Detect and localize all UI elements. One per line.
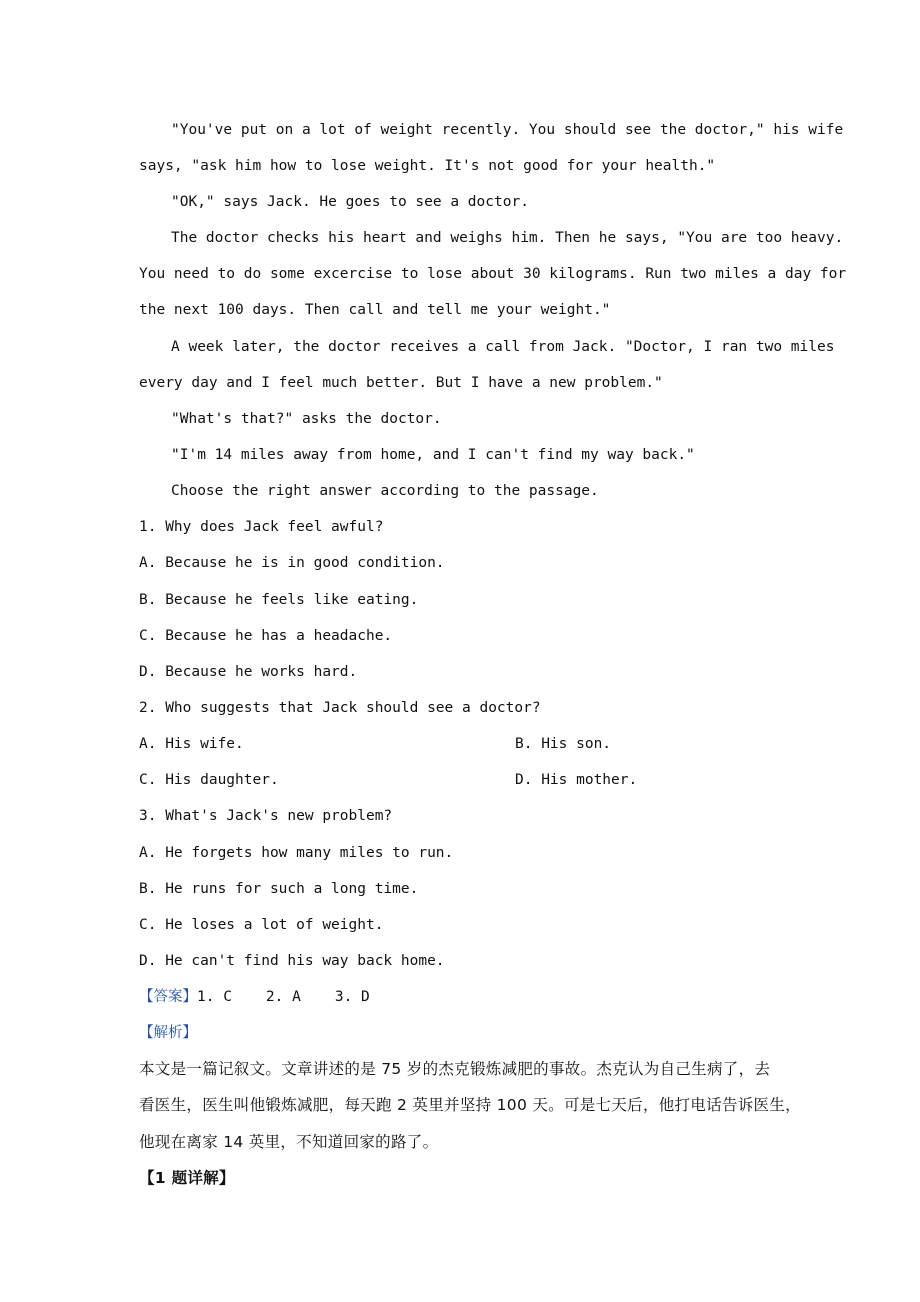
passage-line: every day and I feel much better. But I have a new problem." [139, 375, 663, 391]
question-option: D. He can't find his way back home. [139, 953, 445, 969]
answer-row [139, 987, 789, 1007]
question-option: C. He loses a lot of weight. [139, 917, 384, 933]
answer-item: 1. C [197, 989, 232, 1005]
analysis-line: 他现在离家 14 英里，不知道回家的路了。 [139, 1133, 439, 1151]
passage-line: A week later, the doctor receives a call from Jack. "Doctor, I ran two miles [171, 339, 835, 355]
passage-line: The doctor checks his heart and weighs him. Then he says, "You are too heavy. [171, 230, 844, 246]
question-option: A. He forgets how many miles to run. [139, 845, 454, 861]
passage-line: "I'm 14 miles away from home, and I can't find my way back." [171, 447, 695, 463]
passage-line: "What's that?" asks the doctor. [171, 411, 442, 427]
question-stem: 2. Who suggests that Jack should see a doctor? [139, 700, 541, 716]
question-option: C. Because he has a headache. [139, 628, 393, 644]
answer-item: 3. D [334, 989, 370, 1005]
passage-line: You need to do some excercise to lose about 30 kilograms. Run two miles a day for [139, 266, 847, 282]
analysis-label [139, 1023, 789, 1043]
passage-line: "OK," says Jack. He goes to see a doctor. [171, 194, 529, 210]
question-stem: 1. Why does Jack feel awful? [139, 519, 384, 535]
question-option: B. Because he feels like eating. [139, 592, 419, 608]
answer-label: 【答案】 [139, 989, 197, 1005]
question-option: C. His daughter. [139, 772, 279, 788]
question-option: B. He runs for such a long time. [139, 881, 419, 897]
instruction: Choose the right answer according to the passage. [171, 483, 599, 499]
question-option: D. His mother. [515, 772, 638, 788]
question-option: B. His son. [515, 736, 612, 752]
question-option: A. Because he is in good condition. [139, 555, 445, 571]
question-stem: 3. What's Jack's new problem? [139, 808, 393, 824]
question-option: D. Because he works hard. [139, 664, 358, 680]
detail-label: 【1 题详解】 [139, 1169, 235, 1187]
analysis-line: 本文是一篇记叙文。文章讲述的是 75 岁的杰克锻炼减肥的事故。杰克认为自己生病了，去 [139, 1060, 771, 1078]
passage-line: the next 100 days. Then call and tell me your weight." [139, 302, 611, 318]
passage-line: "You've put on a lot of weight recently. You should see the doctor," his wife [171, 122, 844, 138]
answer-item: 2. A [265, 989, 301, 1005]
analysis-label-text: 【解析】 [139, 1025, 197, 1041]
question-option: A. His wife. [139, 736, 244, 752]
analysis-line: 看医生，医生叫他锻炼减肥，每天跑 2 英里并坚持 100 天。可是七天后，他打电话告诉医生， [139, 1096, 801, 1114]
passage-line: says, "ask him how to lose weight. It's not good for your health." [139, 158, 716, 174]
